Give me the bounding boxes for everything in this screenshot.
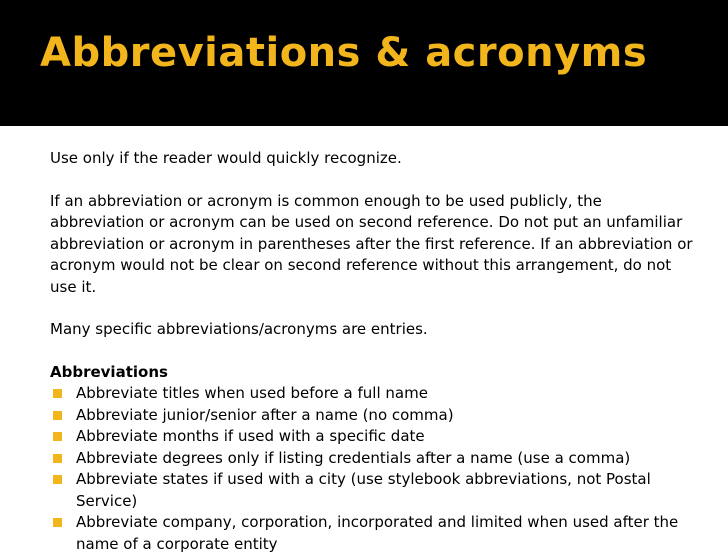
paragraph-entries: Many specific abbreviations/acronyms are entries. [50, 320, 428, 338]
title-bar [0, 0, 728, 126]
square-bullet-icon [53, 411, 62, 420]
list-item-text: Abbreviate degrees only if listing credentials after a name (use a comma) [76, 448, 631, 467]
list-item-text: Abbreviate titles when used before a full name [76, 384, 428, 402]
slide-title: Abbreviations & acronyms [40, 30, 648, 76]
list-item-text: Abbreviate states if used with a city (use stylebook abbreviations, not Postal Service) [76, 470, 651, 510]
bullet-list [50, 383, 700, 555]
list-item [50, 426, 700, 448]
list-item-text: Abbreviate company, corporation, incorporated and limited when used after the name of a corporate entity [76, 513, 679, 553]
list-item-text: Abbreviate months if used with a specific date [76, 427, 425, 445]
square-bullet-icon [53, 518, 62, 527]
square-bullet-icon [53, 432, 62, 441]
list-item [50, 469, 700, 512]
square-bullet-icon [53, 389, 62, 398]
list-item-text: Abbreviate junior/senior after a name (no comma) [76, 405, 454, 424]
paragraph-recognize: Use only if the reader would quickly recognize. [50, 149, 402, 167]
square-bullet-icon [53, 475, 62, 484]
list-item [50, 405, 700, 427]
list-item [50, 448, 700, 470]
section-heading: Abbreviations [50, 362, 168, 381]
paragraph-second-reference: If an abbreviation or acronym is common enough to be used publicly, the abbreviation or acronym can be used on second reference. Do not put an unfamiliar abbreviation or acronym in parentheses after the first reference. If an abbreviation or acronym would not be clear on second reference without this arrangement, do not use it. [50, 191, 693, 296]
square-bullet-icon [53, 454, 62, 463]
list-item [50, 512, 700, 555]
slide-body [50, 148, 700, 555]
list-item [50, 383, 700, 405]
